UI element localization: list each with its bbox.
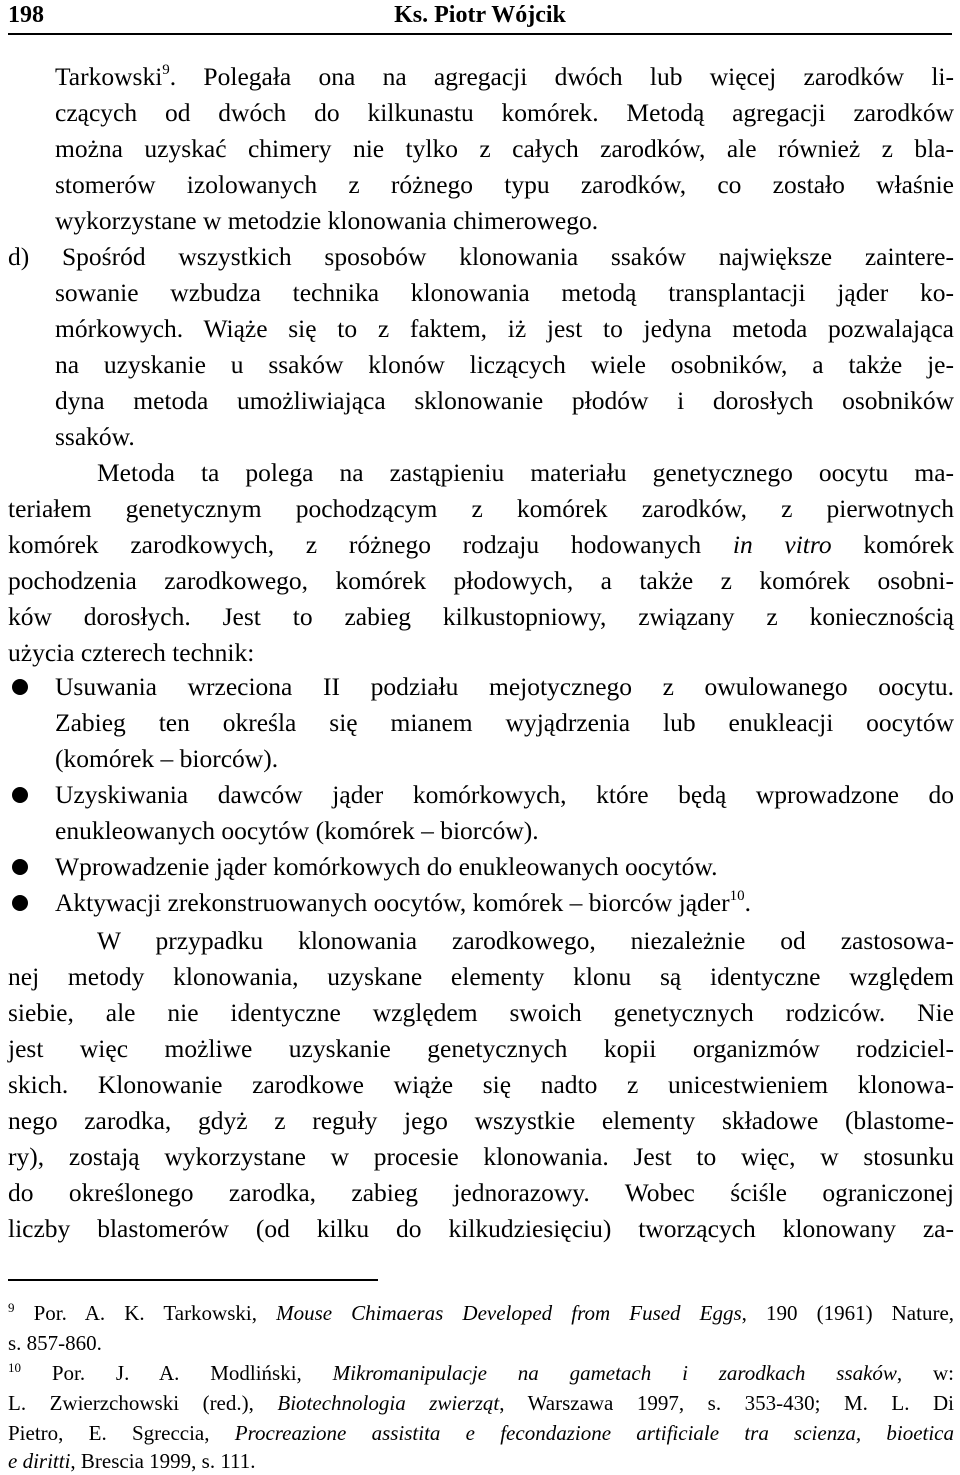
text-line: nego zarodka, gdyż z reguły jego wszystkie elementy składowe (blastome- (8, 1106, 954, 1135)
bullet-marker (12, 895, 28, 911)
text-line: Metoda ta polega na zastąpieniu materiału genetycznego oocytu ma- (97, 458, 954, 487)
text-line: komórek zarodkowych, z różnego rodzaju hodowanych in vitro komórek (8, 530, 954, 559)
text-line: skich. Klonowanie zarodkowe wiąże się nadto z unicestwieniem klonowa- (8, 1070, 954, 1099)
text-line: użycia czterech technik: (8, 638, 255, 667)
text-line: wykorzystane w metodzie klonowania chimerowego. (55, 206, 599, 235)
italic-term: in vitro (732, 530, 832, 559)
text-line: nej metody klonowania, uzyskane elementy klonu są identyczne względem (8, 962, 954, 991)
footnote-separator (8, 1279, 378, 1281)
footnote-ref-10: 10 (729, 887, 745, 904)
text-line: pochodzenia zarodkowego, komórek płodowych, a także z komórek osobni- (8, 566, 954, 595)
bullet-marker (12, 787, 28, 803)
list-item: Uzyskiwania dawców jąder komórkowych, które będą wprowadzone do (55, 780, 954, 809)
list-item-continuation: enukleowanych oocytów (komórek – biorców). (55, 816, 539, 845)
footnote-9-continuation: s. 857-860. (8, 1331, 102, 1355)
footnote-10-continuation: e diritti, Brescia 1999, s. 111. (8, 1449, 256, 1473)
text-line: jest więc możliwe uzyskanie genetycznych kopii organizmów rodziciel- (8, 1034, 954, 1063)
text-line: dyna metoda umożliwiająca sklonowanie płodów i dorosłych osobników (55, 386, 954, 415)
footnote-10-continuation: Pietro, E. Sgreccia, Procreazione assistita e fecondazione artificiale tra scienza, bioetica (8, 1421, 955, 1445)
text-line: czących od dwóch do kilkunastu komórek. Metodą agregacji zarodków (55, 98, 954, 127)
bullet-marker (12, 859, 28, 875)
footnote-10: $^{10}$ Por. J. A. Modliński, Mikromanipulacje na gametach i zarodkach ssaków, w: (8, 1360, 954, 1385)
footnote-9: $^9$ Por. A. K. Tarkowski, Mouse Chimaeras Developed from Fused Eggs, 190 (1961) Nature, (8, 1300, 955, 1325)
text-line: stomerów izolowanych z różnego typu zarodków, co zostało właśnie (55, 170, 954, 199)
text-line: W przypadku klonowania zarodkowego, niezależnie od zastosowa- (97, 926, 954, 955)
text-line: do określonego zarodka, zabieg jednorazowy. Wobec ściśle ograniczonej (8, 1178, 954, 1207)
running-title: Ks. Piotr Wójcik (394, 2, 566, 28)
footnote-10-continuation: L. Zwierzchowski (red.), Biotechnologia zwierząt, Warszawa 1997, s. 353-430; M. L. Di (8, 1391, 954, 1415)
text-line: mórkowych. Wiąże się to z faktem, iż jest to jedyna metoda pozwalająca (55, 314, 954, 343)
page-number: 198 (8, 2, 44, 28)
text-line: sowanie wzbudza technika klonowania metodą transplantacji jąder ko- (55, 278, 954, 307)
text-line: na uzyskanie u ssaków klonów liczących wiele osobników, a także je- (55, 350, 954, 379)
text-line: ssaków. (55, 422, 135, 451)
text-line: teriałem genetycznym pochodzącym z komórek zarodków, z pierwotnych (8, 494, 954, 523)
footnote-ref-9: 9 (162, 61, 170, 78)
text-line: ków dorosłych. Jest to zabieg kilkustopniowy, związany z koniecznością (8, 602, 954, 631)
list-item-continuation: (komórek – biorców). (55, 744, 279, 773)
running-header (8, 0, 952, 35)
list-item-continuation: Zabieg ten określa się mianem wyjądrzenia lub enukleacji oocytów (55, 708, 954, 737)
list-item: Usuwania wrzeciona II podziału mejotycznego z owulowanego oocytu. (55, 672, 954, 701)
text-line: ry), zostają wykorzystane w procesie klonowania. Jest to więc, w stosunku (8, 1142, 954, 1171)
list-item: Wprowadzenie jąder komórkowych do enukleowanych oocytów. (55, 852, 718, 881)
text-line: d) Spośród wszystkich sposobów klonowania ssaków największe zaintere- (8, 242, 954, 271)
text-line: Tarkowski$^9$. Polegała ona na agregacji dwóch lub więcej zarodków li- (55, 61, 954, 91)
bullet-marker (12, 679, 28, 695)
list-item: Aktywacji zrekonstruowanych oocytów, komórek – biorców jąder$^{10}$. (55, 887, 751, 917)
text-line: liczby blastomerów (od kilku do kilkudziesięciu) tworzących klonowany za- (8, 1214, 954, 1243)
text-line: można uzyskać chimery nie tylko z całych zarodków, ale również z bla- (55, 134, 954, 163)
text-line: siebie, ale nie identyczne względem swoich genetycznych rodziców. Nie (8, 998, 954, 1027)
